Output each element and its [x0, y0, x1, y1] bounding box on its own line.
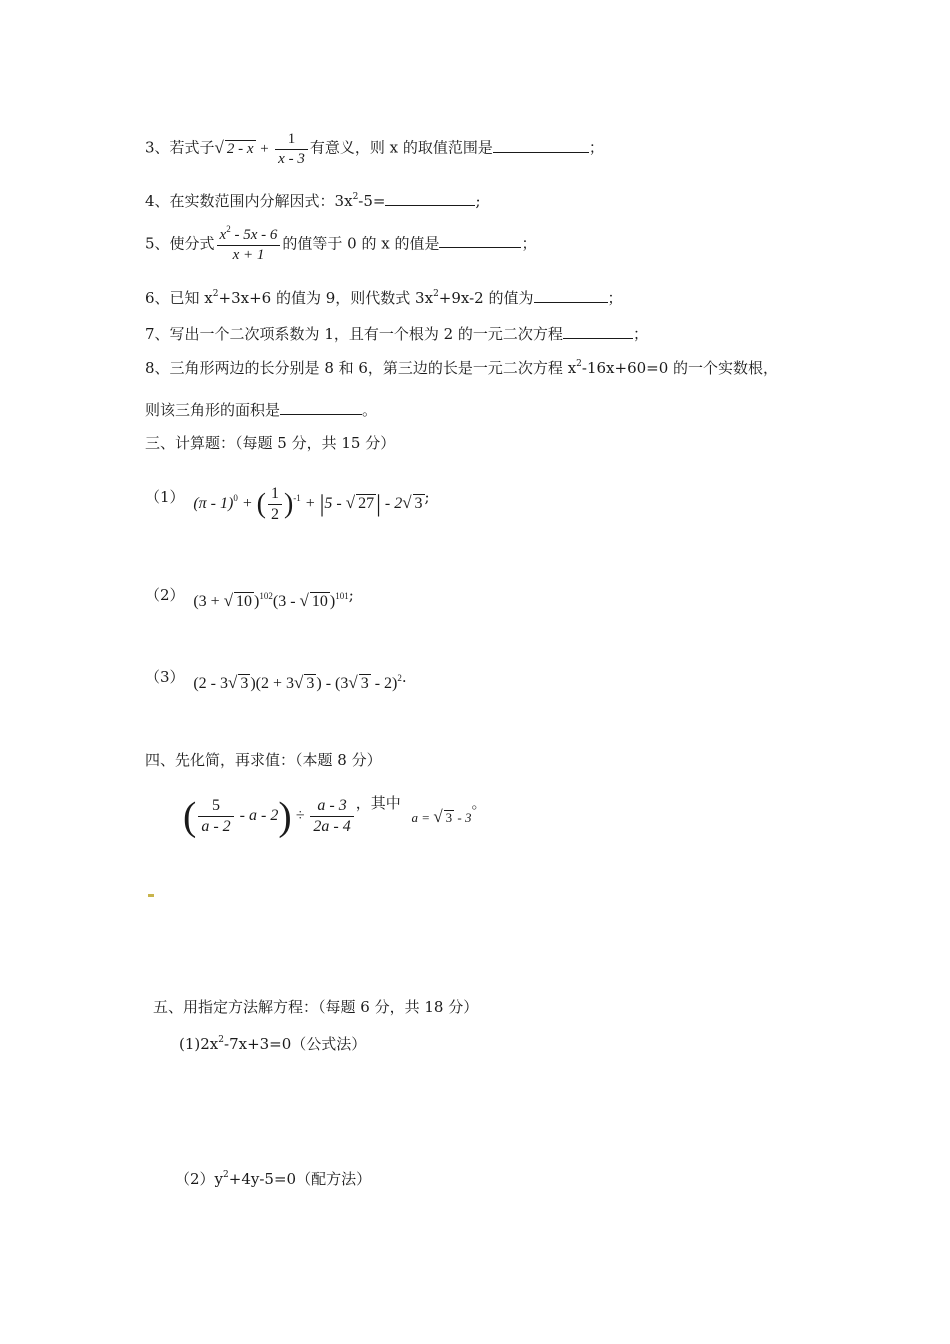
equation-1: $(1)2x^2-7x+3=0$（公式法）: [179, 1035, 367, 1053]
calc-1-expression: (π - 1)$^0$ + ( $\frac{1}{2}$ )$^{-1}$ + |5 - √ 27| - 2√ 3: [193, 485, 423, 523]
answer-blank-6[interactable]: [534, 288, 608, 303]
calc-2: （2） (3 + √ 10 )$^{102}$(3 - √ 10 )$^{101}$;: [145, 586, 354, 610]
answer-blank-4[interactable]: [385, 191, 475, 206]
answer-blank-7[interactable]: [563, 324, 633, 339]
answer-blank-5[interactable]: [439, 233, 521, 248]
given-value: a = √ 3 - 3: [411, 807, 472, 827]
q5-fraction: $\frac{x^2 - 5x - 6}{x + 1}$: [217, 224, 281, 265]
question-7: 7、写出一个二次项系数为 1，且有一个根为 2 的一元二次方程 ；: [145, 325, 648, 343]
question-5: 5、使分式 $\frac{x^2 - 5x - 6}{x + 1}$ 的值等于 0 的 x 的值是 ；: [145, 224, 537, 263]
equation-2: $(2)y^2+4y-5=0$（配方法）: [175, 1170, 372, 1188]
question-8-line2: 则该三角形的面积是 。: [145, 401, 378, 419]
question-8: 8、三角形两边的长分别是 8 和 6，第三边的长是一元二次方程 $x^2-16x+60=0$ 的一个实数根，: [145, 359, 779, 377]
calc-3-expression: (2 - 3√ 3 )(2 + 3√ 3 ) - (3√ 3 - 2)$^2$: [193, 673, 402, 692]
question-6: 6、已知 $x^2+3x+6$ 的值为 9，则代数式 $3x^2+9x-2$ 的值为 ；: [145, 289, 623, 307]
scan-speck: [148, 894, 154, 897]
answer-blank-3[interactable]: [493, 138, 589, 153]
question-3: 3、若式子√ 2 - x + $\frac{1}{x - 3}$ 有意义，则 x 的取值范围是 ；: [145, 131, 604, 167]
answer-blank-8[interactable]: [280, 400, 362, 415]
question-4: 4、在实数范围内分解因式：$3x^2-5=$ ;: [145, 192, 481, 210]
calc-1: （1） (π - 1)$^0$ + ( $\frac{1}{2}$ )$^{-1}$ + |5 - √ 27| - 2√ 3 ;: [145, 485, 430, 523]
section-3-heading: 三、计算题：（每题 5 分，共 15 分）: [145, 434, 396, 452]
simplify-expression: ( $\frac{5}{a - 2}$ - a - 2) ÷ $\frac{a - 3}{2a - 4}$ ，其中 a = √ 3 - 3。: [183, 793, 487, 839]
calc-3: （3） (2 - 3√ 3 )(2 + 3√ 3 ) - (3√ 3 - 2)$^2$.: [145, 668, 407, 692]
section-5-heading: 五、用指定方法解方程：（每题 6 分，共 18 分）: [153, 998, 479, 1016]
calc-2-expression: (3 + √ 10 )$^{102}$(3 - √ 10 )$^{101}$: [193, 591, 349, 610]
section-4-heading: 四、先化简，再求值：（本题 8 分）: [145, 751, 382, 769]
q3-expression: √ 2 - x + $\frac{1}{x - 3}$: [215, 141, 310, 157]
